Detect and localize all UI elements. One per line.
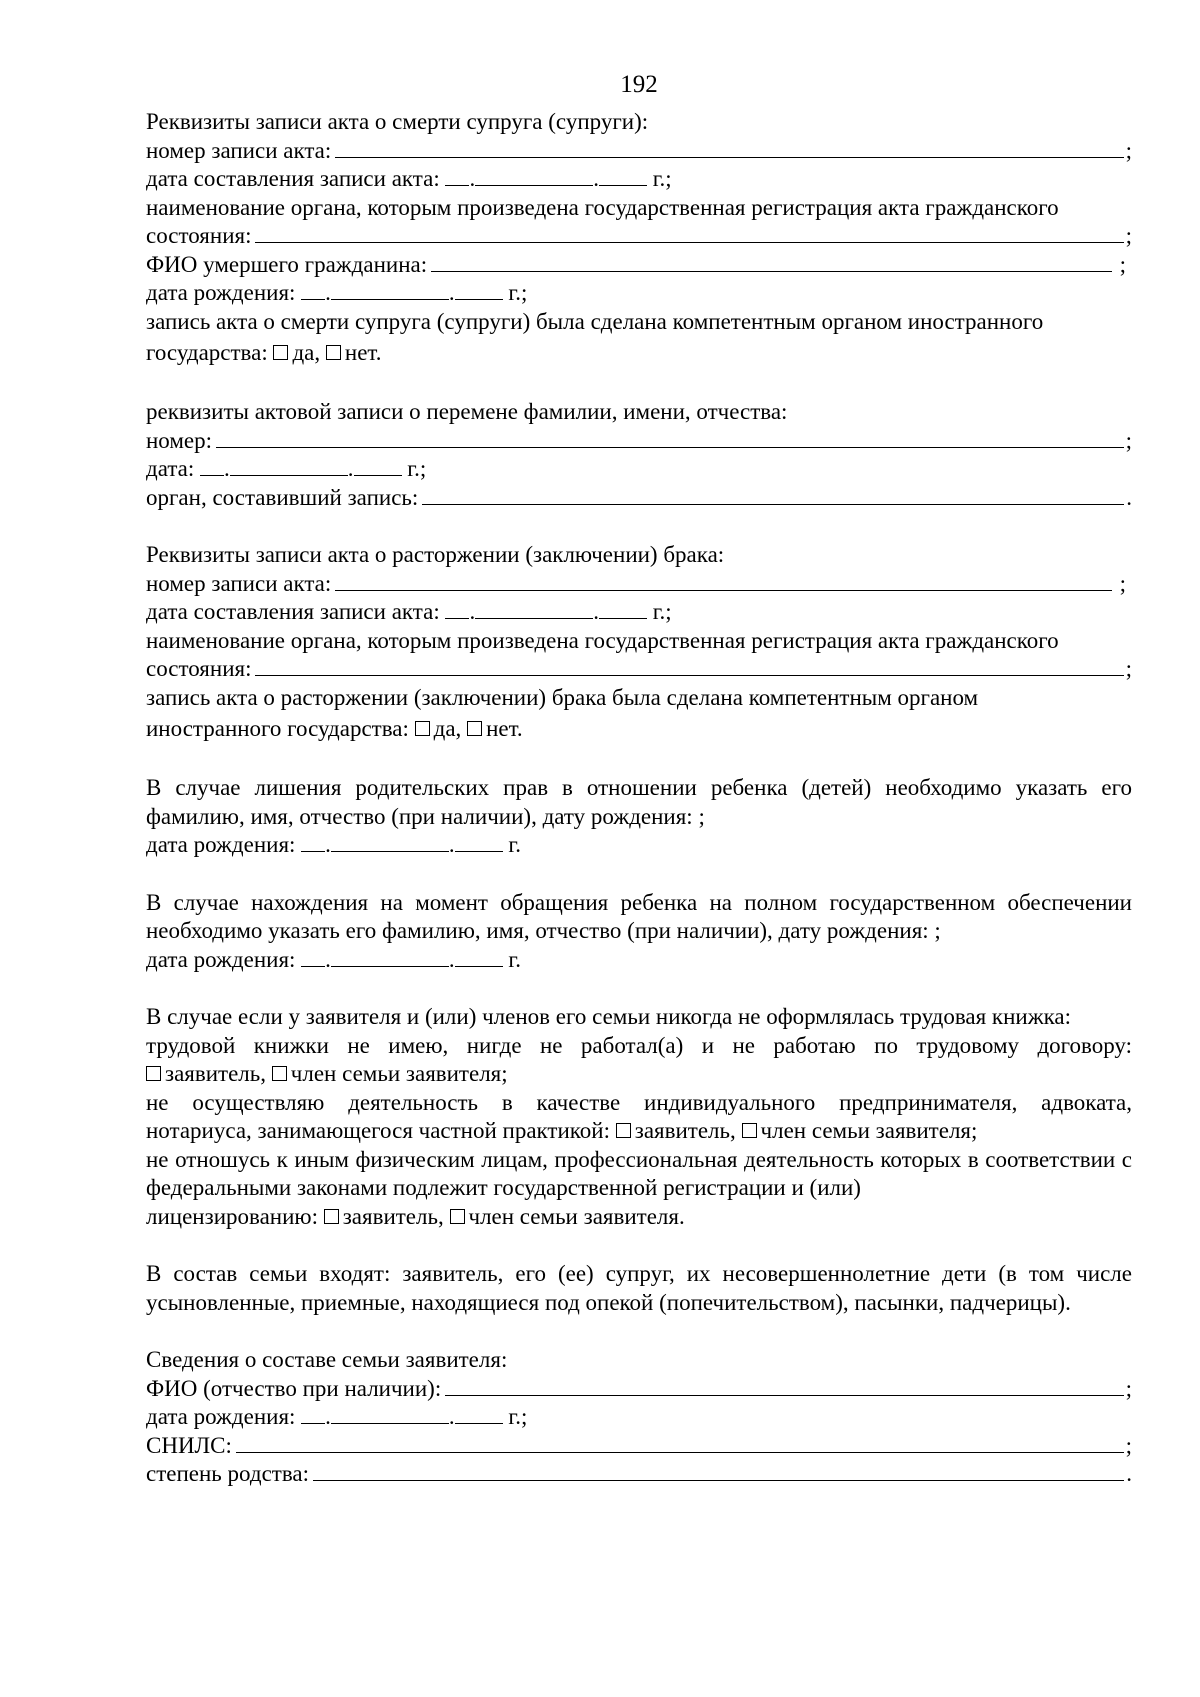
name-change-number-row: номер: ; <box>146 427 1132 453</box>
state-care-text: В случае нахождения на момент обращения ребенка на полном государственном обеспечении необходимо указать его фамилию, имя, отчество (при наличии), дату рождения: ; <box>146 889 1132 943</box>
name-change-organ-row: орган, составивший запись: . <box>146 484 1132 510</box>
day-field[interactable] <box>301 833 325 852</box>
day-field[interactable] <box>301 1405 325 1424</box>
death-foreign-row: государства: да, нет. <box>146 340 382 365</box>
year-field[interactable] <box>455 1405 503 1424</box>
death-birth-row: дата рождения: . . г.; <box>146 280 528 305</box>
divorce-heading: Реквизиты записи акта о расторжении (заключении) брака: <box>146 542 725 567</box>
death-fio-field[interactable] <box>431 251 1112 272</box>
relation-field[interactable] <box>313 1460 1124 1481</box>
name-change-date-row: дата: . . г.; <box>146 456 427 481</box>
month-field[interactable] <box>331 948 449 967</box>
death-date-row: дата составления записи акта: . . г.; <box>146 166 672 191</box>
page-number: 192 <box>620 71 658 98</box>
divorce-foreign-row: иностранного государства: да, нет. <box>146 716 523 741</box>
workbook-line6: не отношусь к иным физическим лицам, профессиональная деятельность которых в соответствии с федеральными законами подлежит государственной регистрации и (или) <box>146 1146 1132 1200</box>
death-organ-label: наименование органа, которым произведена государственная регистрация акта гражданского <box>146 194 1059 220</box>
death-number-field[interactable] <box>335 137 1123 158</box>
workbook-row5: нотариуса, занимающегося частной практикой: заявитель, член семьи заявителя; <box>146 1118 978 1143</box>
deprivation-birth-row: дата рождения: . . г. <box>146 832 522 857</box>
state-care-birth-row: дата рождения: . . г. <box>146 946 522 972</box>
workbook-line2: трудовой книжки не имею, нигде не работал(а) и не работаю по трудовому договору: <box>146 1032 1132 1058</box>
checkbox-applicant[interactable] <box>324 1209 339 1224</box>
divorce-organ-label: наименование органа, которым произведена государственная регистрация акта гражданского <box>146 627 1059 653</box>
divorce-foreign-text: запись акта о расторжении (заключении) брака была сделана компетентным органом <box>146 684 979 710</box>
checkbox-family-member[interactable] <box>272 1066 287 1081</box>
family-birth-row: дата рождения: . . г.; <box>146 1404 528 1429</box>
name-change-organ-field[interactable] <box>422 484 1124 505</box>
year-field[interactable] <box>599 600 647 619</box>
checkbox-applicant[interactable] <box>616 1123 631 1138</box>
workbook-row7: лицензированию: заявитель, член семьи заявителя. <box>146 1203 685 1229</box>
family-info-heading: Сведения о составе семьи заявителя: <box>146 1347 508 1372</box>
checkbox-no[interactable] <box>326 345 341 360</box>
month-field[interactable] <box>475 167 593 186</box>
snils-field[interactable] <box>236 1432 1124 1453</box>
day-field[interactable] <box>445 167 469 186</box>
year-field[interactable] <box>599 167 647 186</box>
checkbox-no[interactable] <box>467 721 482 736</box>
divorce-number-field[interactable] <box>335 570 1111 591</box>
month-field[interactable] <box>475 600 593 619</box>
death-organ-row: состояния: ; <box>146 223 1132 248</box>
month-field[interactable] <box>331 1405 449 1424</box>
checkbox-applicant[interactable] <box>146 1066 161 1081</box>
name-change-number-field[interactable] <box>216 427 1124 448</box>
divorce-date-row: дата составления записи акта: . . г.; <box>146 599 672 624</box>
checkbox-yes[interactable] <box>273 345 288 360</box>
death-fio-row: ФИО умершего гражданина: ; <box>146 251 1126 277</box>
family-fio-row: ФИО (отчество при наличии): ; <box>146 1375 1132 1401</box>
year-field[interactable] <box>455 281 503 300</box>
name-change-heading: реквизиты актовой записи о перемене фамилии, имени, отчества: <box>146 399 788 424</box>
death-number-row: номер записи акта: ; <box>146 137 1132 163</box>
day-field[interactable] <box>200 457 224 476</box>
document-page <box>146 60 1132 1489</box>
year-field[interactable] <box>455 833 503 852</box>
divorce-number-row: номер записи акта: ; <box>146 570 1126 596</box>
divorce-organ-row: состояния: ; <box>146 656 1132 681</box>
workbook-line4: не осуществляю деятельность в качестве индивидуального предпринимателя, адвоката, <box>146 1089 1132 1115</box>
year-field[interactable] <box>455 948 503 967</box>
workbook-line1: В случае если у заявителя и (или) членов его семьи никогда не оформлялась трудовая книжка: <box>146 1004 1072 1029</box>
checkbox-family-member[interactable] <box>450 1209 465 1224</box>
divorce-organ-field[interactable] <box>255 655 1123 676</box>
workbook-row3: заявитель, член семьи заявителя; <box>146 1060 1132 1089</box>
day-field[interactable] <box>301 948 325 967</box>
day-field[interactable] <box>301 281 325 300</box>
year-field[interactable] <box>354 457 402 476</box>
family-relation-row: степень родства: . <box>146 1461 1132 1486</box>
family-fio-field[interactable] <box>445 1375 1123 1396</box>
family-text: В состав семьи входят: заявитель, его (ее) супруг, их несовершеннолетние дети (в том числе усыновленные, приемные, находящиеся под опекой (попечительством), пасынки, падчерицы). <box>146 1261 1132 1315</box>
checkbox-family-member[interactable] <box>742 1123 757 1138</box>
month-field[interactable] <box>230 457 348 476</box>
death-heading: Реквизиты записи акта о смерти супруга (супруги): <box>146 109 649 134</box>
month-field[interactable] <box>331 281 449 300</box>
family-snils-row: СНИЛС: ; <box>146 1432 1132 1458</box>
day-field[interactable] <box>445 600 469 619</box>
checkbox-yes[interactable] <box>415 721 430 736</box>
deprivation-text: В случае лишения родительских прав в отношении ребенка (детей) необходимо указать его фамилию, имя, отчество (при наличии), дату рождения: ; <box>146 775 1132 829</box>
death-organ-field[interactable] <box>255 222 1123 243</box>
month-field[interactable] <box>331 833 449 852</box>
death-foreign-text: запись акта о смерти супруга (супруги) была сделана компетентным органом иностранного <box>146 308 1044 334</box>
